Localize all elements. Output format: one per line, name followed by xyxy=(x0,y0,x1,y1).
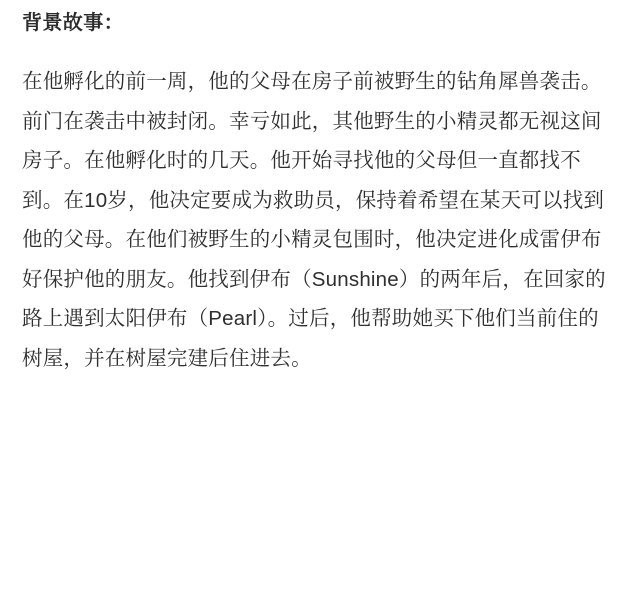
page-title: 背景故事： xyxy=(22,12,124,34)
backstory-paragraph: 在他孵化的前一周，他的父母在房子前被野生的钻角犀兽袭击。前门在袭击中被封闭。幸亏如此，其他野生的小精灵都无视这间房子。在他孵化时的几天。他开始寻找他的父母但一直都找不到。在10岁，他决定要成为救助员，保持着希望在某天可以找到他的父母。在他们被野生的小精灵包围时，他决定进化成雷伊布好保护他的朋友。他找到伊布（Sunshine）的两年后，在回家的路上遇到太阳伊布（Pearl）。过后，他帮助她买下他们当前住的树屋，并在树屋完建后住进去。 xyxy=(22,70,606,370)
